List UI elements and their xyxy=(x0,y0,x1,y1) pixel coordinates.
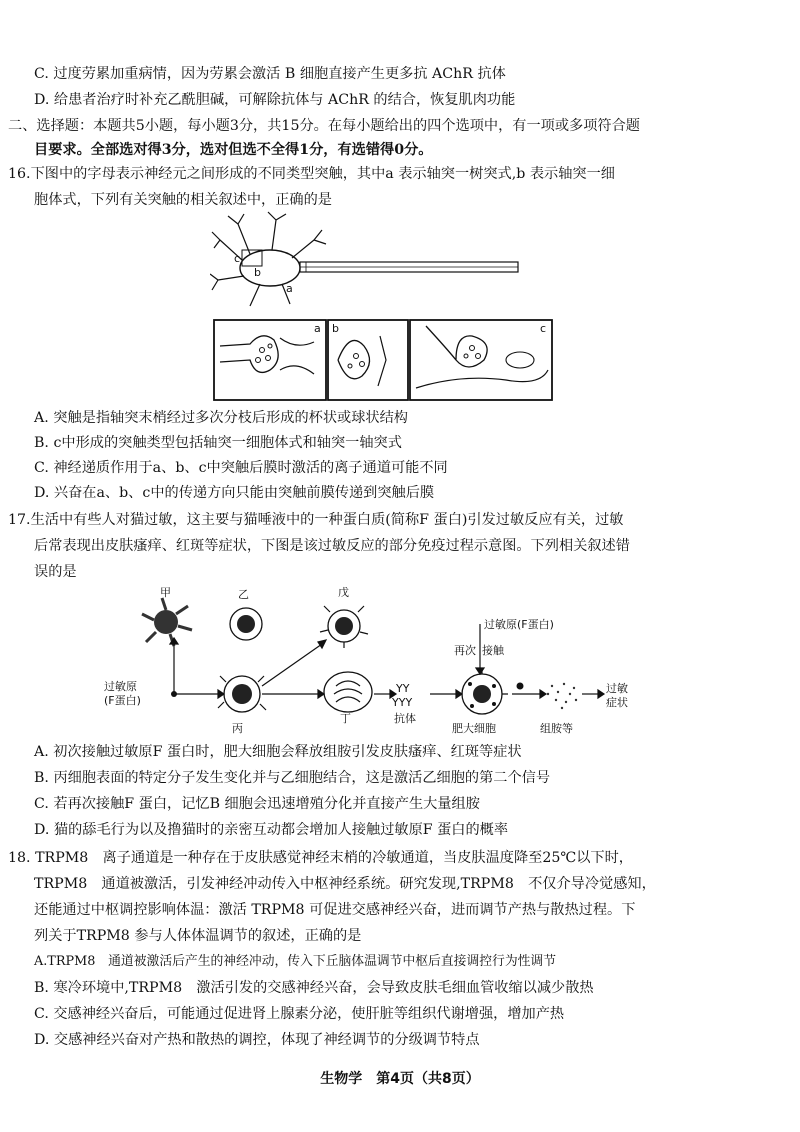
q16-fig-top-label-b: b xyxy=(254,266,261,279)
q17-label-bing: 丙 xyxy=(232,722,243,735)
q17-label-mast-cell: 肥大细胞 xyxy=(452,722,496,735)
q17-label-again-1: 再次 xyxy=(454,644,476,657)
q17-label-antibody: 抗体 xyxy=(394,712,416,725)
q17-label-wu: 戊 xyxy=(338,586,349,599)
q17-immune-process-figure xyxy=(100,582,640,738)
q18-stem-line1: 18. TRPM8 离子通道是一种存在于皮肤感觉神经末梢的冷敏通道，当皮肤温度降至25℃以下时， xyxy=(8,850,633,866)
q17-stem-line3: 误的是 xyxy=(34,564,77,580)
q16-option-a: A. 突触是指轴突末梢经过多次分枝后形成的杯状或球状结构 xyxy=(34,410,408,426)
q17-label-allergen-top: 过敏原(F蛋白) xyxy=(484,618,554,631)
q17-option-d: D. 猫的舔毛行为以及撸猫时的亲密互动都会增加人接触过敏原F 蛋白的概率 xyxy=(34,822,509,838)
q18-stem-line4: 列关于TRPM8 参与人体体温调节的叙述，正确的是 xyxy=(34,928,362,944)
q18-stem-line3: 还能通过中枢调控影响体温：激活 TRPM8 可促进交感神经兴奋，进而调节产热与散热过程。下 xyxy=(34,902,636,918)
q16-stem-line2: 胞体式，下列有关突触的相关叙述中，正确的是 xyxy=(34,192,332,208)
q16-panel-b-label: b xyxy=(332,322,339,335)
q16-option-d: D. 兴奋在a、b、c中的传递方向只能由突触前膜传递到突触后膜 xyxy=(34,485,435,501)
q16-synapse-figure xyxy=(210,210,560,406)
q18-option-b: B. 寒冷环境中,TRPM8 激活引发的交感神经兴奋，会导致皮肤毛细血管收缩以减少散热 xyxy=(34,980,594,996)
q18-option-d: D. 交感神经兴奋对产热和散热的调控，体现了神经调节的分级调节特点 xyxy=(34,1032,480,1048)
q16-panel-c-label: c xyxy=(540,322,547,335)
q17-label-symptom-1: 过敏 xyxy=(606,682,628,695)
q17-option-a: A. 初次接触过敏原F 蛋白时，肥大细胞会释放组胺引发皮肤瘙痒、红斑等症状 xyxy=(34,744,522,760)
q18-option-c: C. 交感神经兴奋后，可能通过促进肾上腺素分泌，使肝脏等组织代谢增强，增加产热 xyxy=(34,1006,565,1022)
q17-label-antibody-yyy: YYY xyxy=(392,696,413,709)
section-instructions-line1: 二、选择题：本题共5小题，每小题3分，共15分。在每小题给出的四个选项中，有一项或多项符合题 xyxy=(8,118,640,134)
q17-stem-line2: 后常表现出皮肤瘙痒、红斑等症状，下图是该过敏反应的部分免疫过程示意图。下列相关叙述错 xyxy=(34,538,630,554)
q17-label-jia: 甲 xyxy=(160,586,171,599)
q18-stem-line2: TRPM8 通道被激活，引发神经冲动传入中枢神经系统。研究发现,TRPM8 不仅介导冷觉感知， xyxy=(34,876,656,892)
page-footer: 生物学 第4页（共8页） xyxy=(320,1071,480,1087)
q15-option-d: D. 给患者治疗时补充乙酰胆碱，可解除抗体与 AChR 的结合，恢复肌肉功能 xyxy=(34,92,516,108)
q17-label-yi: 乙 xyxy=(238,588,249,601)
q18-option-a: A.TRPM8 通道被激活后产生的神经冲动，传入下丘脑体温调节中枢后直接调控行为性调节 xyxy=(34,954,557,969)
q17-label-allergen-line1: 过敏原 xyxy=(104,680,137,693)
q17-option-c: C. 若再次接触F 蛋白，记忆B 细胞会迅速增殖分化并直接产生大量组胺 xyxy=(34,796,480,812)
q16-fig-top-label-a: a xyxy=(286,282,293,295)
q16-option-c: C. 神经递质作用于a、b、c中突触后膜时激活的离子通道可能不同 xyxy=(34,460,448,476)
q17-label-histamine: 组胺等 xyxy=(540,722,573,735)
q17-label-symptom-2: 症状 xyxy=(606,696,628,709)
q17-stem-line1: 17.生活中有些人对猫过敏，这主要与猫唾液中的一种蛋白质(简称F 蛋白)引发过敏反应有关，过敏 xyxy=(8,512,624,528)
q16-stem-line1: 16.下图中的字母表示神经元之间形成的不同类型突触，其中a 表示轴突一树突式,b 表示轴突一细 xyxy=(8,166,615,182)
q17-option-b: B. 丙细胞表面的特定分子发生变化并与乙细胞结合，这是激活乙细胞的第二个信号 xyxy=(34,770,551,786)
q15-option-c: C. 过度劳累加重病情，因为劳累会激活 B 细胞直接产生更多抗 AChR 抗体 xyxy=(34,66,506,82)
q16-panel-a-label: a xyxy=(314,322,321,335)
q17-label-allergen-line2: (F蛋白) xyxy=(104,694,141,707)
q17-label-again-2: 接触 xyxy=(482,644,504,657)
q17-label-antibody-yy: YY xyxy=(396,682,410,695)
q17-label-ding: 丁 xyxy=(340,712,351,725)
q16-fig-top-label-c: c xyxy=(234,252,241,265)
section-instructions-line2: 目要求。全部选对得3分，选对但选不全得1分，有选错得0分。 xyxy=(34,142,433,158)
q16-option-b: B. c中形成的突触类型包括轴突一细胞体式和轴突一轴突式 xyxy=(34,435,402,451)
